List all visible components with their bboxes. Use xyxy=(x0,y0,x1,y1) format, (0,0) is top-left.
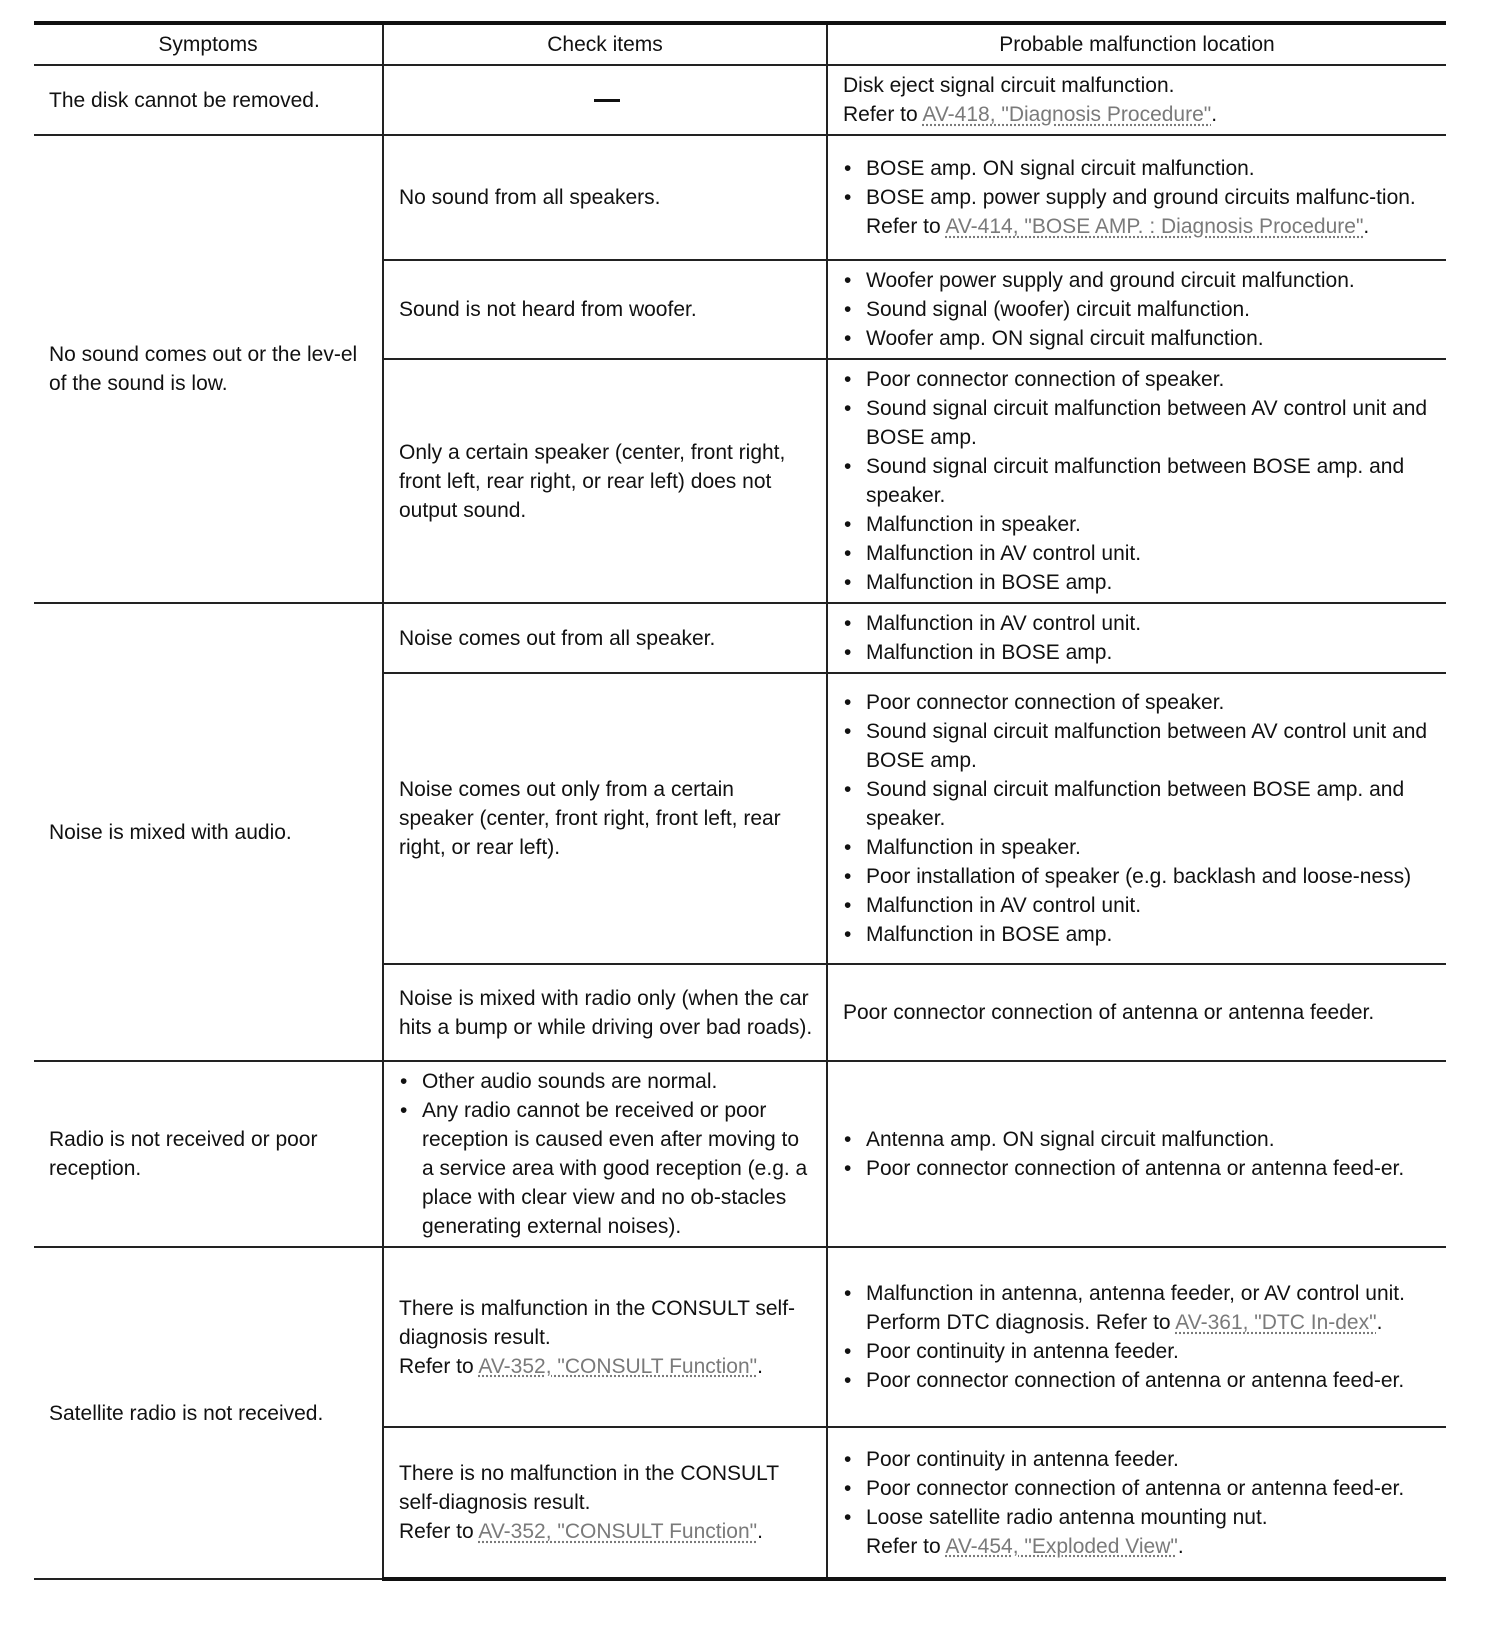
location-list xyxy=(843,609,1434,667)
reference-link[interactable]: AV-352, "CONSULT Function" xyxy=(478,1520,758,1543)
location-cell xyxy=(827,1247,1446,1427)
location-list xyxy=(843,154,1434,241)
location-list xyxy=(843,266,1434,353)
check-cell: No sound from all speakers. xyxy=(383,135,827,260)
location-cell xyxy=(827,65,1446,135)
list-item xyxy=(843,1503,1434,1561)
symptom-cell: The disk cannot be removed. xyxy=(34,65,383,135)
list-item: • Malfunction in AV control unit. xyxy=(843,609,1434,638)
reference-line xyxy=(843,100,1434,129)
location-cell xyxy=(827,603,1446,673)
list-item: • Malfunction in speaker. xyxy=(843,510,1434,539)
table-row xyxy=(34,135,1446,260)
list-item-text: BOSE amp. power supply and ground circuits malfunc-tion. xyxy=(866,186,1416,209)
period: . xyxy=(757,1520,763,1543)
period: . xyxy=(757,1354,763,1378)
check-text: There is no malfunction in the CONSULT self-diagnosis result. xyxy=(399,1462,779,1514)
list-item: • Poor connector connection of speaker. xyxy=(843,365,1434,394)
list-item: • Sound signal (woofer) circuit malfunction. xyxy=(843,295,1434,324)
header-symptoms: Symptoms xyxy=(34,23,383,65)
table-row xyxy=(34,1247,1446,1427)
check-cell xyxy=(383,65,827,135)
refer-text: Refer to xyxy=(866,215,941,238)
period: . xyxy=(1376,1311,1383,1334)
list-item: • Poor connector connection of antenna or antenna feed-er. xyxy=(843,1474,1434,1503)
symptom-cell: Satellite radio is not received. xyxy=(34,1247,383,1579)
check-cell: Noise comes out only from a certain speaker (center, front right, front left, rear right, or rear left). xyxy=(383,673,827,964)
refer-text: Refer to xyxy=(399,1520,474,1543)
reference-line xyxy=(399,1352,814,1381)
list-item: • Woofer power supply and ground circuit malfunction. xyxy=(843,266,1434,295)
list-item: • Malfunction in AV control unit. xyxy=(843,891,1434,920)
location-list xyxy=(843,1279,1434,1395)
check-list xyxy=(399,1067,814,1241)
list-item: • Malfunction in BOSE amp. xyxy=(843,568,1434,597)
check-text: There is malfunction in the CONSULT self-diagnosis result. xyxy=(399,1296,796,1349)
refer-text: Refer to xyxy=(866,1534,941,1558)
symptom-cell: Radio is not received or poor reception. xyxy=(34,1061,383,1247)
refer-text: Refer to xyxy=(843,103,918,126)
reference-link[interactable]: AV-352, "CONSULT Function" xyxy=(478,1354,758,1378)
list-item: • Malfunction in BOSE amp. xyxy=(843,920,1434,949)
list-item: • Malfunction in speaker. xyxy=(843,833,1434,862)
list-item-text: Malfunction in antenna, antenna feeder, or AV control unit. Perform DTC diagnosis. Refer to xyxy=(866,1282,1405,1334)
list-item: • Sound signal circuit malfunction between BOSE amp. and speaker. xyxy=(843,775,1434,833)
list-item: • Poor connector connection of antenna or antenna feed-er. xyxy=(843,1366,1434,1395)
list-item: • Malfunction in BOSE amp. xyxy=(843,638,1434,667)
table-row xyxy=(34,65,1446,135)
list-item xyxy=(843,183,1434,241)
list-item: • Poor connector connection of antenna or antenna feed-er. xyxy=(843,1154,1434,1183)
header-check-items: Check items xyxy=(383,23,827,65)
check-cell: Noise is mixed with radio only (when the car hits a bump or while driving over bad roads). xyxy=(383,964,827,1061)
list-item: • Poor continuity in antenna feeder. xyxy=(843,1445,1434,1474)
reference-link[interactable]: AV-414, "BOSE AMP. : Diagnosis Procedure" xyxy=(945,215,1364,238)
location-list xyxy=(843,688,1434,949)
symptom-cell: No sound comes out or the lev-el of the sound is low. xyxy=(34,135,383,603)
header-row xyxy=(34,23,1446,65)
list-item: • Any radio cannot be received or poor reception is caused even after moving to a service area with good reception (e.g. a place with clear view and no ob-stacles generating external noises). xyxy=(399,1096,814,1241)
check-cell: Sound is not heard from woofer. xyxy=(383,260,827,359)
check-cell xyxy=(383,1247,827,1427)
check-cell xyxy=(383,1061,827,1247)
symptom-cell: Noise is mixed with audio. xyxy=(34,603,383,1061)
reference-link[interactable]: AV-454, "Exploded View" xyxy=(945,1534,1178,1558)
location-cell xyxy=(827,260,1446,359)
period: . xyxy=(1177,1534,1184,1558)
troubleshooting-table xyxy=(34,21,1446,1581)
location-text: Disk eject signal circuit malfunction. xyxy=(843,74,1175,97)
table-row xyxy=(34,1061,1446,1247)
list-item: • BOSE amp. ON signal circuit malfunction. xyxy=(843,154,1434,183)
list-item: • Sound signal circuit malfunction between AV control unit and BOSE amp. xyxy=(843,394,1434,452)
list-item xyxy=(843,1279,1434,1337)
refer-text: Refer to xyxy=(399,1354,474,1378)
table-row xyxy=(34,603,1446,673)
location-cell xyxy=(827,359,1446,603)
location-cell xyxy=(827,673,1446,964)
location-list xyxy=(843,365,1434,597)
reference-link[interactable]: AV-361, "DTC In-dex" xyxy=(1175,1311,1377,1334)
list-item: • Poor continuity in antenna feeder. xyxy=(843,1337,1434,1366)
location-cell xyxy=(827,135,1446,260)
reference-line xyxy=(399,1517,814,1546)
list-item: • Sound signal circuit malfunction between AV control unit and BOSE amp. xyxy=(843,717,1434,775)
check-cell xyxy=(383,1427,827,1579)
check-cell: Only a certain speaker (center, front right, front left, rear right, or rear left) does not output sound. xyxy=(383,359,827,603)
list-item: • Malfunction in AV control unit. xyxy=(843,539,1434,568)
list-item: • Woofer amp. ON signal circuit malfunction. xyxy=(843,324,1434,353)
reference-link[interactable]: AV-418, "Diagnosis Procedure" xyxy=(922,103,1212,126)
period: . xyxy=(1363,215,1370,238)
list-item: • Antenna amp. ON signal circuit malfunction. xyxy=(843,1125,1434,1154)
location-cell xyxy=(827,1427,1446,1579)
header-location: Probable malfunction location xyxy=(827,23,1446,65)
dash-mark xyxy=(594,99,620,102)
list-item-text: Loose satellite radio antenna mounting nut. xyxy=(866,1505,1268,1529)
list-item: • Other audio sounds are normal. xyxy=(399,1067,814,1096)
period: . xyxy=(1211,103,1218,126)
location-list xyxy=(843,1445,1434,1561)
location-list xyxy=(843,1125,1434,1183)
list-item: • Sound signal circuit malfunction between BOSE amp. and speaker. xyxy=(843,452,1434,510)
location-cell xyxy=(827,1061,1446,1247)
list-item: • Poor connector connection of speaker. xyxy=(843,688,1434,717)
list-item: • Poor installation of speaker (e.g. backlash and loose-ness) xyxy=(843,862,1434,891)
location-cell: Poor connector connection of antenna or antenna feeder. xyxy=(827,964,1446,1061)
check-cell: Noise comes out from all speaker. xyxy=(383,603,827,673)
